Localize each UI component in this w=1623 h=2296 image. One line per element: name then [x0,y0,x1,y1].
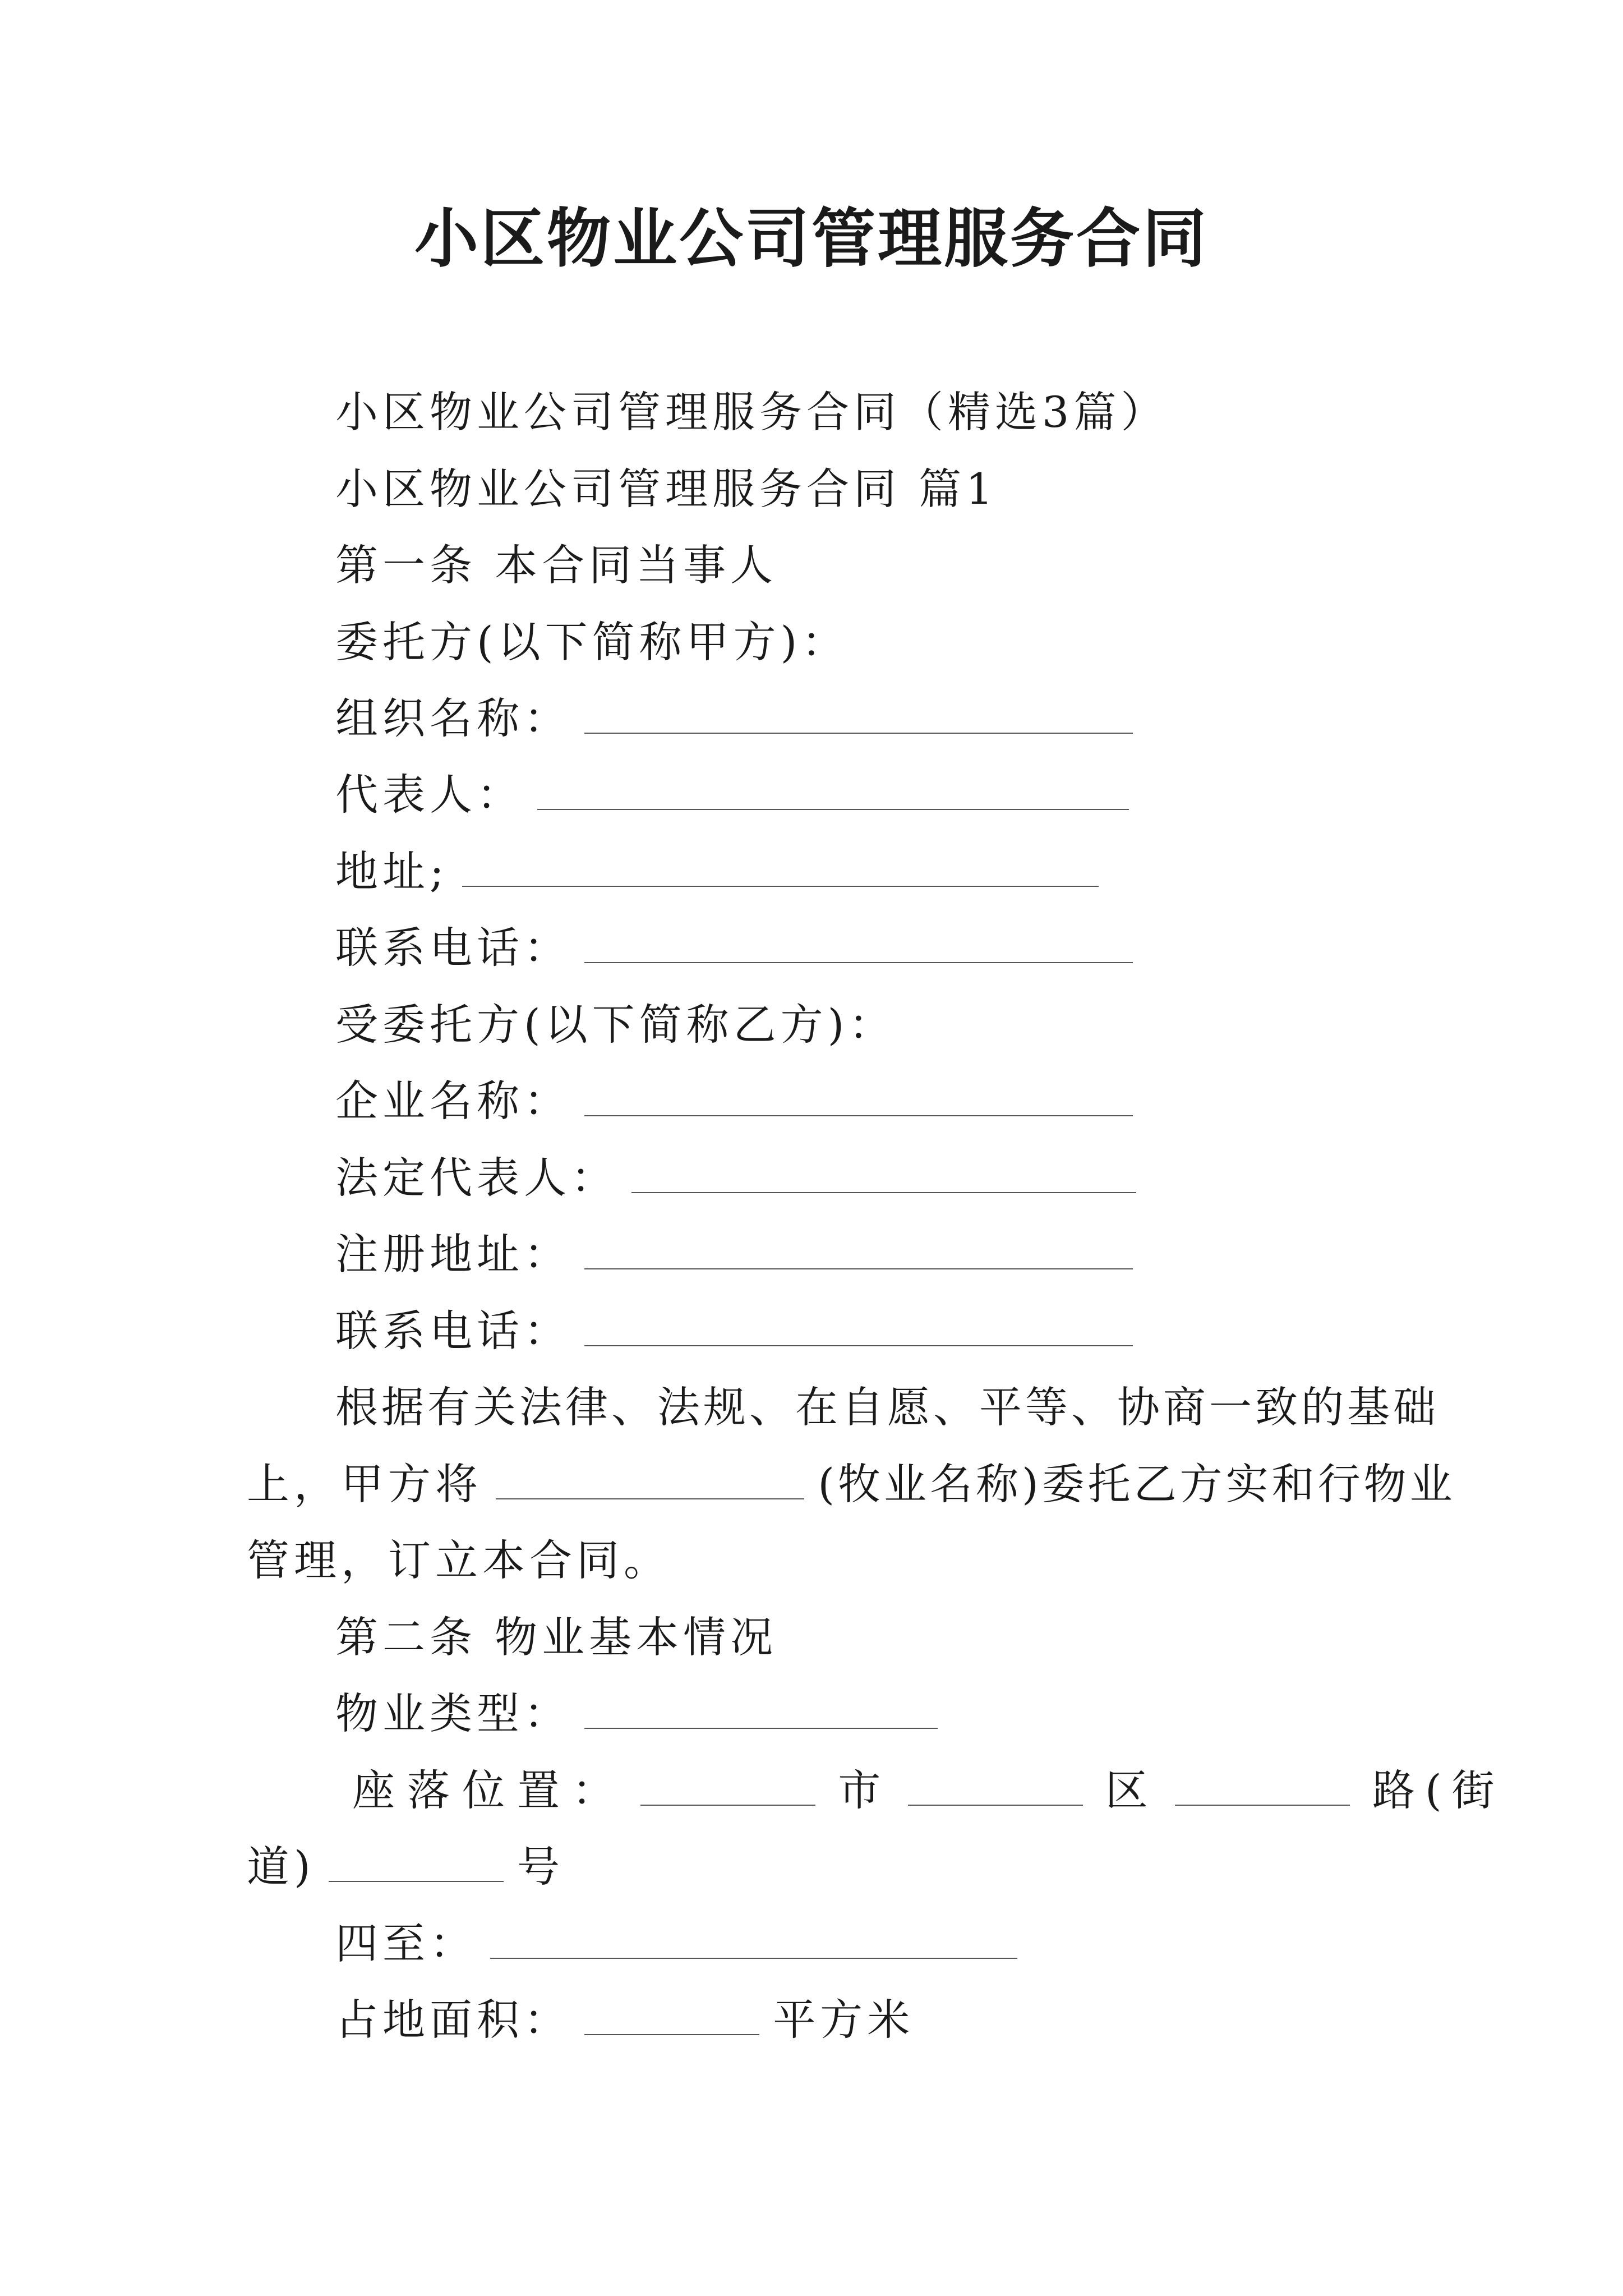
paragraph-text: 根据有关法律、法规、在自愿、平等、协商一致的基础 [335,1382,1439,1432]
fill-in-blank [584,1989,759,2051]
field-line [0,764,1623,826]
field-line [0,1989,1623,2051]
fill-in-blank [1175,1760,1350,1821]
fill-in-blank [631,1147,1136,1209]
field-line [0,1300,1623,1362]
field-label: 地址; [335,846,449,896]
field-label: 联系电话： [335,1306,571,1356]
fill-in-blank [584,1683,938,1745]
field-line [0,1913,1623,1975]
article-1-heading: 第一条 本合同当事人 [335,540,778,590]
fill-in-blank [496,1453,804,1515]
section-heading-line [0,458,1623,520]
paragraph-line [0,1453,1623,1515]
subtitle-text: 小区物业公司管理服务合同（精选3篇） [335,387,1168,437]
field-label: 法定代表人： [335,1153,618,1203]
number-label: 号 [517,1842,564,1892]
fill-in-blank [462,841,1099,903]
address-line [0,1836,1623,1898]
party-b-heading-line [0,994,1623,1056]
fill-in-blank [537,764,1129,826]
field-line [0,841,1623,903]
unit-label: 平方米 [773,1995,915,2045]
field-label: 联系电话： [335,923,571,973]
fill-in-blank [584,1300,1133,1362]
paragraph-text: 上，甲方将 [247,1459,482,1509]
document-title: 小区物业公司管理服务合同 [414,201,1209,276]
district-label: 区 [1105,1765,1152,1815]
paragraph-line [0,1377,1623,1438]
paragraph-line [0,1530,1623,1591]
field-line [0,1683,1623,1745]
section-heading-text: 小区物业公司管理服务合同 篇1 [335,464,998,514]
article-heading-line [0,1607,1623,1668]
fill-in-blank [584,1223,1133,1285]
field-line [0,917,1623,979]
field-label: 代表人： [335,770,524,820]
address-line [0,1760,1623,1821]
party-a-heading: 委托方(以下简称甲方)： [335,617,849,667]
subtitle-line [0,381,1623,443]
field-label: 注册地址： [335,1229,571,1279]
article-2-heading: 第二条 物业基本情况 [335,1612,778,1662]
city-label: 市 [838,1765,886,1815]
fill-in-blank [908,1760,1083,1821]
party-b-heading: 受委托方(以下简称乙方)： [335,1000,896,1050]
paragraph-text: 管理，订立本合同。 [247,1535,671,1585]
field-label: 四至： [335,1918,477,1968]
party-a-heading-line [0,611,1623,673]
field-label: 企业名称： [335,1076,571,1126]
article-heading-line [0,535,1623,596]
street-label: 道) [247,1842,315,1892]
fill-in-blank [329,1836,504,1898]
road-label: 路(街 [1372,1765,1505,1815]
fill-in-blank [584,688,1133,749]
field-label: 占地面积： [335,1995,571,2045]
fill-in-blank [584,917,1133,979]
field-label: 组织名称： [335,693,571,743]
fill-in-blank [640,1760,815,1821]
field-line [0,1147,1623,1209]
fill-in-blank [584,1070,1133,1132]
paragraph-text: (牧业名称)委托乙方实和行物业 [818,1459,1456,1509]
field-line [0,1223,1623,1285]
field-label: 物业类型： [335,1688,571,1738]
field-line [0,688,1623,749]
field-line [0,1070,1623,1132]
fill-in-blank [490,1913,1017,1975]
field-label: 座落位置： [352,1765,627,1815]
